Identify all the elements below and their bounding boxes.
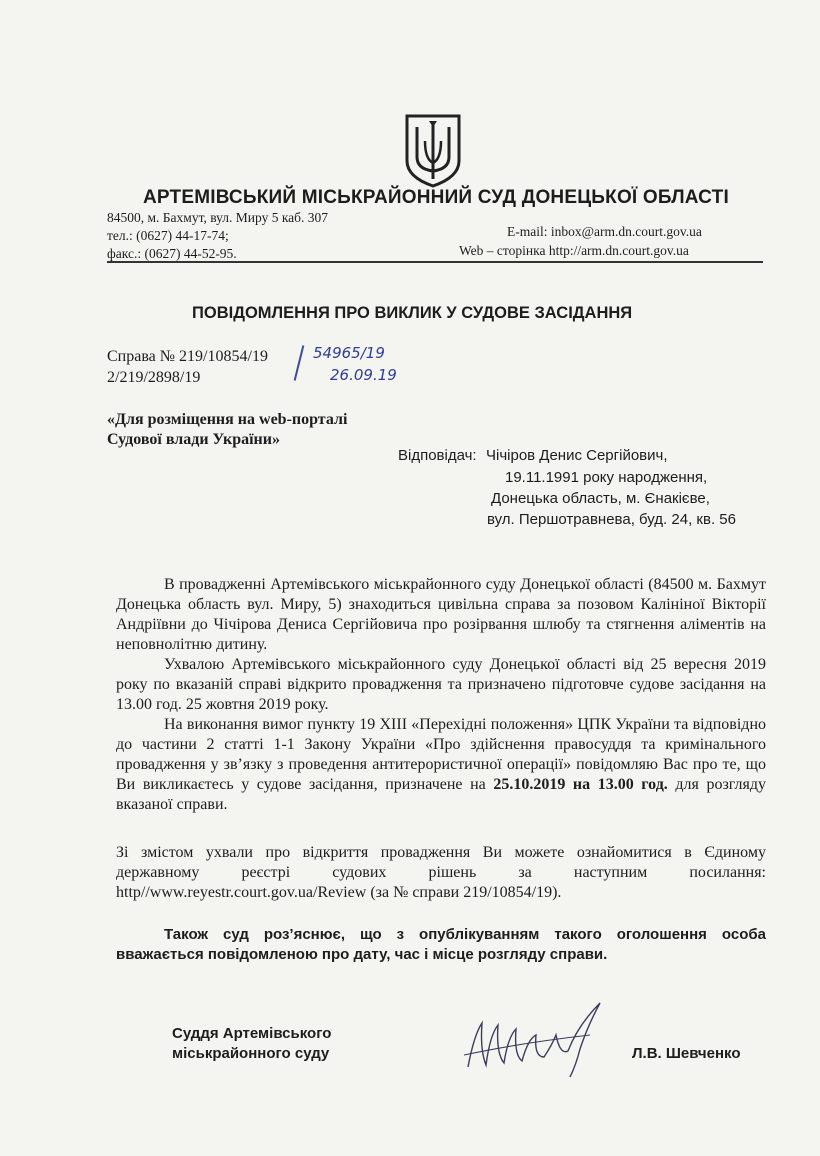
respondent-street: вул. Першотравнева, буд. 24, кв. 56 [487, 511, 736, 528]
clarification-paragraph [116, 925, 766, 965]
body-paragraph-2: Ухвалою Артемівського міськрайонного суду Донецької області від 25 вересня 2019 року по вказаній справі відкрито провадження та призначено підготовче судове засідання на 13.00 год. 25 жовтня 2019 року. [116, 656, 766, 713]
handwritten-signature [460, 995, 615, 1080]
body-paragraph-1: В провадженні Артемівського міськрайонного суду Донецької області (84500 м. Бахмут Донецька область вул. Миру, 5) знаходиться цивільна справа за позовом Калініної Вікторії Андріївни до Чічірова Дениса Сергійовича про розірвання шлюбу та стягнення аліментів на неповнолітню дитину. [116, 576, 766, 653]
judge-name: Л.В. Шевченко [632, 1045, 741, 1062]
respondent-label: Відповідач: [398, 447, 477, 464]
hearing-datetime: 25.10.2019 на 13.00 год. [493, 776, 668, 793]
court-phone: тел.: (0627) 44-17-74; [107, 228, 229, 243]
handwritten-registration-date: 26.09.19 [330, 366, 397, 384]
respondent-birth: 19.11.1991 року народження, [505, 469, 708, 486]
body-paragraph-5: Також суд роз’яснює, що з опублікуванням такого оголошення особа вважається повідомленою про дату, час і місце розгляду справи. [116, 926, 766, 963]
publication-note-line2: Судової влади України» [107, 431, 280, 448]
court-fax: факс.: (0627) 44-52-95. [107, 246, 237, 261]
respondent-region: Донецька область, м. Єнакієве, [491, 490, 710, 507]
notice-body [116, 575, 766, 815]
header-divider [107, 261, 763, 263]
registry-paragraph [116, 843, 766, 903]
judge-title-line2: міськрайонного суду [172, 1045, 330, 1062]
body-paragraph-3-text: На виконання вимог пункту 19 ХІІІ «Перехідні положення» ЦПК України та відповідно до частини 2 статті 1-1 Закону України «Про здійснення правосуддя та кримінального провадження у зв’язку з проведення антитерористичної операції» повідомляю Вас про те, що Ви викликаєтесь у судове засідання, призначене на [116, 716, 766, 793]
case-number: Справа № 219/10854/19 [107, 348, 268, 365]
notice-title: ПОВІДОМЛЕННЯ ПРО ВИКЛИК У СУДОВЕ ЗАСІДАННЯ [192, 304, 633, 322]
body-paragraph-3-end: для розгляду вказаної справи. [116, 776, 766, 813]
court-address: 84500, м. Бахмут, вул. Миру 5 каб. 307 [107, 210, 329, 225]
court-website: Web – сторінка http://arm.dn.court.gov.ua [459, 243, 689, 258]
judge-title-line1: Суддя Артемівського [172, 1025, 332, 1042]
coat-of-arms-icon [403, 113, 463, 189]
handwritten-registration-number: 54965/19 [313, 344, 385, 362]
respondent-name: Чічіров Денис Сергійович, [486, 447, 668, 464]
case-second-number: 2/219/2898/19 [107, 369, 201, 386]
court-email: E-mail: inbox@arm.dn.court.gov.ua [507, 224, 702, 239]
court-name: АРТЕМІВСЬКИЙ МІСЬКРАЙОННИЙ СУД ДОНЕЦЬКОЇ ОБЛАСТІ [143, 187, 729, 208]
body-paragraph-4: Зі змістом ухвали про відкриття провадження Ви можете ознайомитися в Єдиному державному реєстрі судових рішень за наступним посилання: http//www.reyestr.court.gov.ua/Review (за № справи 219/10854/19). [116, 844, 766, 901]
publication-note-line1: «Для розміщення на web-порталі [107, 411, 348, 428]
handwritten-slash [294, 345, 305, 380]
body-paragraph-3 [116, 715, 766, 815]
